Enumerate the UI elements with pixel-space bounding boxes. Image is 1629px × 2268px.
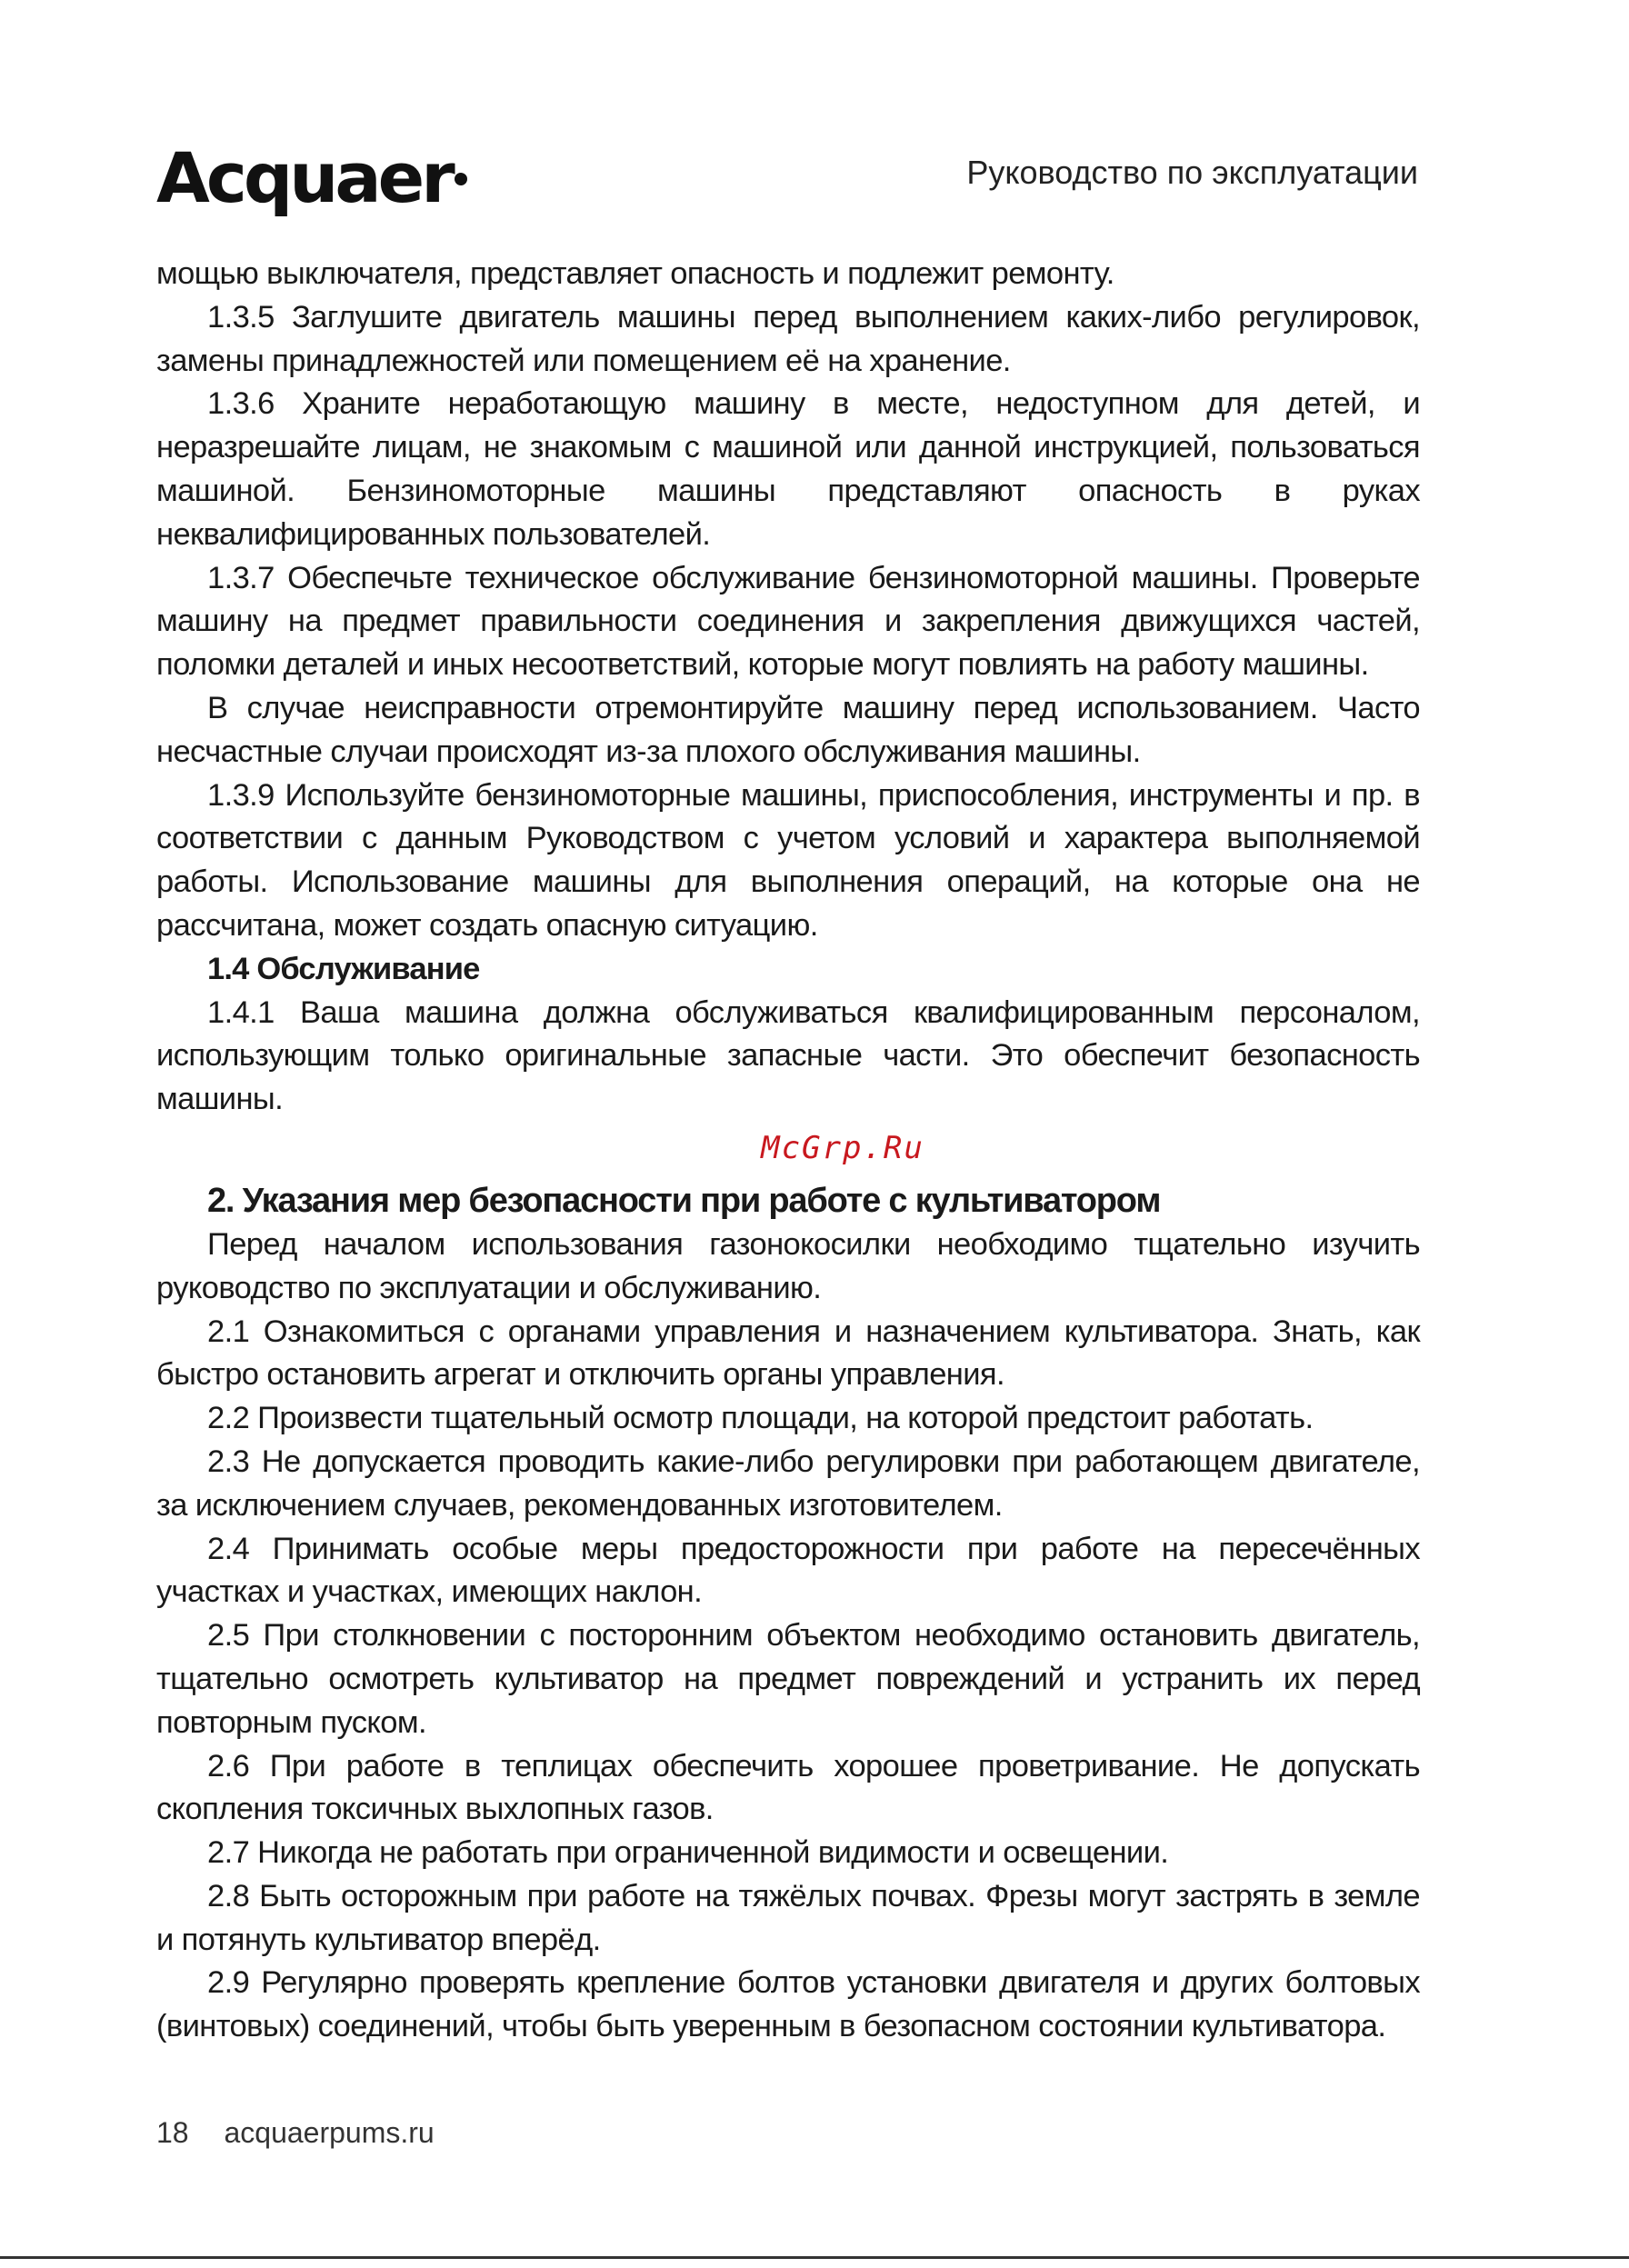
paragraph-1-3-9: 1.3.9 Используйте бензиномоторные машины, приспособления, инструменты и пр. в соответствии с данным Руководством с учетом условий и характера выполняемой работы. Использование машины для выполнения операций, на которые она не рассчитана, может создать опасную ситуацию. [156, 777, 1420, 943]
logo-text: Acquaer [156, 137, 452, 218]
paragraph-1-3-7: 1.3.7 Обеспечьте техническое обслуживание бензиномоторной машины. Проверьте машину на предмет правильности соединения и закрепления движущихся частей, поломки деталей и иных несоответствий, которые могут повлиять на работу машины. [156, 560, 1420, 683]
paragraph-1-3-6: 1.3.6 Храните неработающую машину в месте, недоступном для детей, и неразрешайте лицам, не знакомым с машиной или данной инструкцией, пользоваться машиной. Бензиномоторные машины представляют опасность в руках неквалифицированных пользователей. [156, 386, 1420, 552]
footer-site[interactable]: acquaerpums.ru [224, 2116, 435, 2149]
paragraph-2-2: 2.2 Произвести тщательный осмотр площади, на которой предстоит работать. [207, 1401, 1314, 1436]
paragraph-2-5: 2.5 При столкновении с посторонним объектом необходимо остановить двигатель, тщательно осмотреть культиватор на предмет повреждений и устранить их перед повторным пуском. [156, 1618, 1420, 1740]
paragraph-2-3: 2.3 Не допускается проводить какие-либо регулировки при работающем двигателе, за исключением случаев, рекомендованных изготовителем. [156, 1444, 1420, 1523]
paragraph-continued: мощью выключателя, представляет опасность и подлежит ремонту. [156, 256, 1114, 291]
paragraph-intro: Перед началом использования газонокосилки необходимо тщательно изучить руководство по эксплуатации и обслуживанию. [156, 1226, 1420, 1305]
section-heading-2: 2. Указания мер безопасности при работе с культиватором [207, 1181, 1161, 1220]
paragraph-1-3-5: 1.3.5 Заглушите двигатель машины перед выполнением каких-либо регулировок, замены принадлежностей или помещением её на хранение. [156, 299, 1420, 378]
page-footer [156, 2118, 435, 2147]
header-title: Руководство по эксплуатации [966, 154, 1418, 191]
paragraph-2-4: 2.4 Принимать особые меры предосторожности при работе на пересечённых участках и участках, имеющих наклон. [156, 1531, 1420, 1610]
logo-dot-icon [455, 173, 467, 185]
watermark-link[interactable]: McGrp.Ru [761, 1129, 924, 1166]
bottom-divider [0, 2256, 1629, 2259]
paragraph-2-7: 2.7 Никогда не работать при ограниченной видимости и освещении. [207, 1835, 1169, 1871]
paragraph-repair: В случае неисправности отремонтируйте машину перед использованием. Часто несчастные случаи происходят из-за плохого обслуживания машины. [156, 690, 1420, 769]
acquaer-logo [156, 137, 467, 218]
paragraph-2-6: 2.6 При работе в теплицах обеспечить хорошее проветривание. Не допускать скопления токсичных выхлопных газов. [156, 1748, 1420, 1827]
page-number: 18 [156, 2116, 189, 2149]
page-content [156, 253, 1420, 2049]
section-heading-1-4: 1.4 Обслуживание [207, 951, 480, 986]
paragraph-2-1: 2.1 Ознакомиться с органами управления и назначением культиватора. Знать, как быстро остановить агрегат и отключить органы управления. [156, 1314, 1420, 1393]
paragraph-1-4-1: 1.4.1 Ваша машина должна обслуживаться квалифицированным персоналом, использующим только оригинальные запасные части. Это обеспечит безопасность машины. [156, 994, 1420, 1117]
paragraph-2-8: 2.8 Быть осторожным при работе на тяжёлых почвах. Фрезы могут застрять в земле и потянуть культиватор вперёд. [156, 1878, 1420, 1957]
paragraph-2-9: 2.9 Регулярно проверять крепление болтов установки двигателя и других болтовых (винтовых) соединений, чтобы быть уверенным в безопасном состоянии культиватора. [156, 1965, 1420, 2044]
